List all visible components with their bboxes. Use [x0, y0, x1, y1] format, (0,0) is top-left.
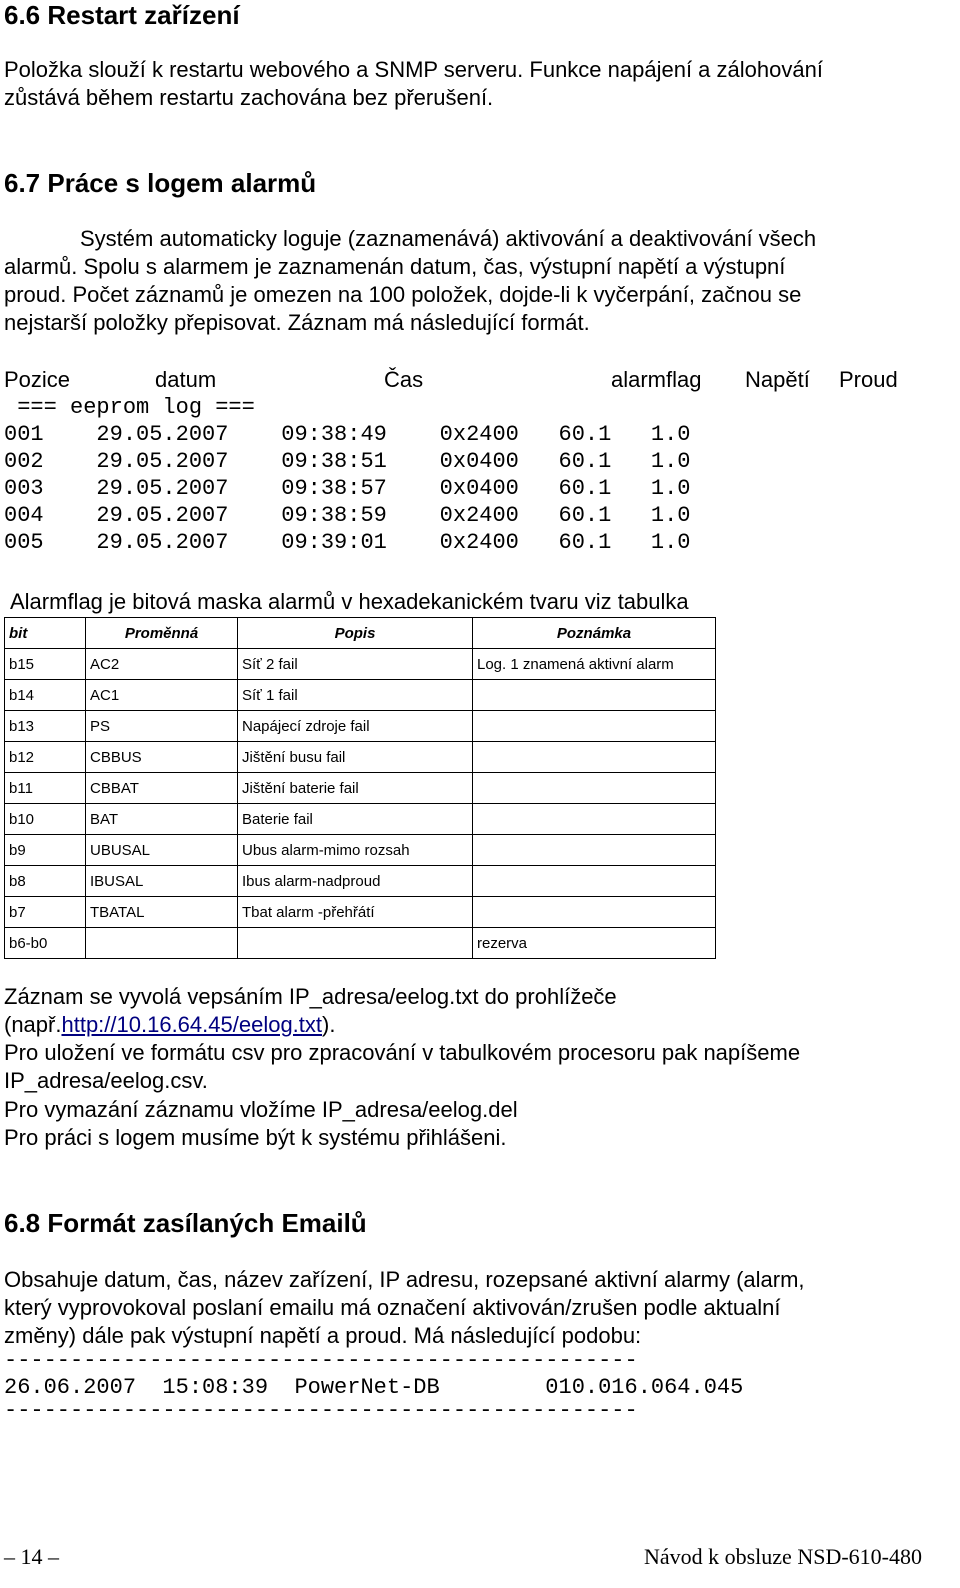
section-6-7-title: 6.7 Práce s logem alarmů — [4, 168, 317, 198]
eelog-link[interactable]: http://10.16.64.45/eelog.txt — [61, 1012, 323, 1037]
sec67-line2: alarmů. Spolu s alarmem je zaznamenán datum, čas, výstupní napětí a výstupní — [4, 254, 786, 279]
table-row — [5, 835, 716, 866]
th-popis: Popis — [238, 618, 473, 649]
cell-bit: b15 — [5, 649, 86, 680]
sec66-line2: zůstává během restartu zachována bez přerušení. — [4, 85, 494, 110]
log-header-proud: Proud — [839, 367, 898, 392]
cell-bit: b6-b0 — [5, 928, 86, 959]
cell-bit: b9 — [5, 835, 86, 866]
table-row — [5, 897, 716, 928]
sec66-line1: Položka slouží k restartu webového a SNMP serveru. Funkce napájení a zálohování — [4, 57, 823, 82]
cell-poznamka — [473, 711, 716, 742]
after-line2-post: ). — [322, 1012, 336, 1037]
cell-poznamka — [473, 680, 716, 711]
cell-poznamka — [473, 897, 716, 928]
cell-popis: Jištění busu fail — [238, 742, 473, 773]
cell-promenna: BAT — [86, 804, 238, 835]
th-promenna: Proměnná — [86, 618, 238, 649]
sec67-line3: proud. Počet záznamů je omezen na 100 položek, dojde-li k vyčerpání, začnou se — [4, 282, 802, 307]
after-line1: Záznam se vyvolá vepsáním IP_adresa/eelog.txt do prohlížeče — [4, 984, 617, 1009]
sec68-line1: Obsahuje datum, čas, název zařízení, IP adresu, rozepsané aktivní alarmy (alarm, — [4, 1267, 805, 1292]
table-caption: Alarmflag je bitová maska alarmů v hexadekanickém tvaru viz tabulka — [10, 589, 689, 614]
cell-bit: b7 — [5, 897, 86, 928]
log-row: 005 29.05.2007 09:39:01 0x2400 60.1 1.0 — [4, 530, 691, 555]
cell-popis: Jištění baterie fail — [238, 773, 473, 804]
section-6-6-title: 6.6 Restart zařízení — [4, 0, 240, 30]
cell-popis: Napájecí zdroje fail — [238, 711, 473, 742]
log-row: 001 29.05.2007 09:38:49 0x2400 60.1 1.0 — [4, 422, 691, 447]
sec68-line2: který vyprovokoval poslaní emailu má označení aktivován/zrušen podle aktualní — [4, 1295, 781, 1320]
cell-promenna: IBUSAL — [86, 866, 238, 897]
cell-poznamka — [473, 742, 716, 773]
cell-promenna: AC2 — [86, 649, 238, 680]
th-bit: bit — [5, 618, 86, 649]
sec67-line4: nejstarší položky přepisovat. Záznam má následující formát. — [4, 310, 590, 335]
log-header-datum: datum — [155, 367, 217, 392]
section-6-8-title: 6.8 Formát zasílaných Emailů — [4, 1208, 367, 1238]
cell-promenna: UBUSAL — [86, 835, 238, 866]
after-line4: IP_adresa/eelog.csv. — [4, 1068, 208, 1093]
cell-poznamka: rezerva — [473, 928, 716, 959]
log-header-alarmflag: alarmflag — [611, 367, 702, 392]
cell-popis: Síť 1 fail — [238, 680, 473, 711]
table-row — [5, 773, 716, 804]
cell-bit: b12 — [5, 742, 86, 773]
sec67-line1: Systém automaticky loguje (zaznamenává) aktivování a deaktivování všech — [80, 226, 817, 251]
after-line5: Pro vymazání záznamu vložíme IP_adresa/eelog.del — [4, 1097, 518, 1122]
table-row — [5, 866, 716, 897]
cell-promenna: TBATAL — [86, 897, 238, 928]
table-row — [5, 742, 716, 773]
after-line2-pre: (např. — [4, 1012, 62, 1037]
table-row — [5, 928, 716, 959]
cell-promenna: CBBUS — [86, 742, 238, 773]
th-poznamka: Poznámka — [473, 618, 716, 649]
log-header-napeti: Napětí — [745, 367, 810, 392]
cell-poznamka — [473, 773, 716, 804]
after-line3: Pro uložení ve formátu csv pro zpracování v tabulkovém procesoru pak napíšeme — [4, 1040, 801, 1065]
cell-poznamka — [473, 804, 716, 835]
cell-popis — [238, 928, 473, 959]
log-header-pozice: Pozice — [4, 367, 71, 392]
after-line2 — [4, 1011, 335, 1039]
page-number: – 14 – — [4, 1544, 59, 1569]
table-row — [5, 649, 716, 680]
table-row — [5, 680, 716, 711]
cell-promenna: PS — [86, 711, 238, 742]
after-line6: Pro práci s logem musíme být k systému přihlášeni. — [4, 1125, 507, 1150]
email-example-line: 26.06.2007 15:08:39 PowerNet-DB 010.016.064.045 — [4, 1375, 744, 1400]
cell-poznamka: Log. 1 znamená aktivní alarm — [473, 649, 716, 680]
log-row: 003 29.05.2007 09:38:57 0x0400 60.1 1.0 — [4, 476, 691, 501]
cell-popis: Ubus alarm-mimo rozsah — [238, 835, 473, 866]
cell-promenna: CBBAT — [86, 773, 238, 804]
cell-promenna: AC1 — [86, 680, 238, 711]
cell-bit: b8 — [5, 866, 86, 897]
cell-bit: b14 — [5, 680, 86, 711]
cell-popis: Ibus alarm-nadproud — [238, 866, 473, 897]
cell-promenna — [86, 928, 238, 959]
cell-popis: Baterie fail — [238, 804, 473, 835]
log-header-cas: Čas — [384, 367, 424, 392]
cell-bit: b11 — [5, 773, 86, 804]
sec68-line3: změny) dále pak výstupní napětí a proud. Má následující podobu: — [4, 1323, 642, 1348]
document-title: Návod k obsluze NSD-610-480 — [643, 1544, 922, 1569]
cell-bit: b13 — [5, 711, 86, 742]
table-header-row — [5, 618, 716, 649]
alarmflag-table — [4, 617, 716, 959]
table-row — [5, 804, 716, 835]
cell-popis: Síť 2 fail — [238, 649, 473, 680]
email-dash-bottom: ------------------------------------------------ — [4, 1398, 638, 1423]
cell-popis: Tbat alarm -přehřátí — [238, 897, 473, 928]
cell-bit: b10 — [5, 804, 86, 835]
table-row — [5, 711, 716, 742]
cell-poznamka — [473, 835, 716, 866]
log-row: 004 29.05.2007 09:38:59 0x2400 60.1 1.0 — [4, 503, 691, 528]
cell-poznamka — [473, 866, 716, 897]
email-dash-top: ------------------------------------------------ — [4, 1348, 638, 1373]
log-title: === eeprom log === — [4, 395, 255, 420]
log-row: 002 29.05.2007 09:38:51 0x0400 60.1 1.0 — [4, 449, 691, 474]
